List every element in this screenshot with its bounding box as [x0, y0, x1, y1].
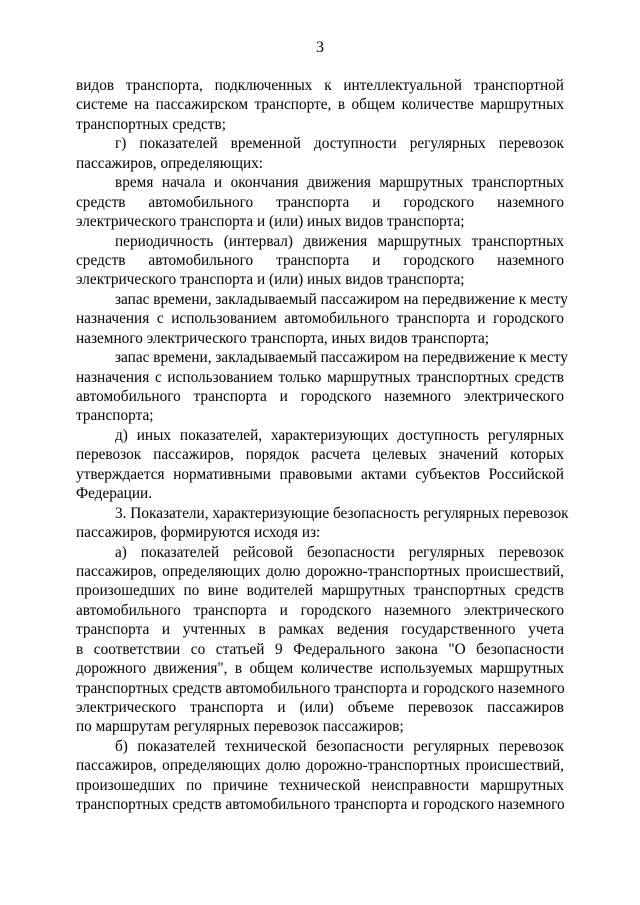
text-line: в соответствии со статьей 9 Федерального закона "О безопасности: [76, 640, 564, 658]
text-line: запас времени, закладываемый пассажиром на передвижение к месту: [115, 290, 568, 308]
text-line: назначения с использованием только маршрутных транспортных средств: [76, 368, 564, 386]
text-line: системе на пассажирском транспорте, в общем количестве маршрутных: [76, 96, 564, 114]
text-line: назначения с использованием автомобильного транспорта и городского: [76, 310, 564, 328]
text-line: транспортных средств;: [76, 115, 226, 133]
text-line: пассажиров, определяющих:: [76, 154, 264, 172]
document-body: [76, 76, 569, 815]
text-line: средств автомобильного транспорта и городского наземного: [76, 193, 564, 211]
text-line: электрического транспорта и (или) иных видов транспорта;: [76, 271, 465, 289]
text-line: перевозок пассажиров, порядок расчета целевых значений которых: [76, 446, 564, 464]
text-line: время начала и окончания движения маршрутных транспортных: [115, 174, 564, 192]
text-line: наземного электрического транспорта, иных видов транспорта;: [76, 329, 490, 347]
text-line: запас времени, закладываемый пассажиром на передвижение к месту: [115, 349, 568, 367]
text-line: пассажиров, определяющих долю дорожно-транспортных происшествий,: [76, 757, 564, 775]
text-line: транспорта и учтенных в рамках ведения государственного учета: [76, 621, 564, 639]
text-line: автомобильного транспорта и городского наземного электрического: [76, 601, 564, 619]
text-line: электрического транспорта и (или) иных видов транспорта;: [76, 213, 465, 231]
page-number: 3: [316, 39, 324, 56]
text-line: б) показателей технической безопасности регулярных перевозок: [115, 737, 564, 755]
text-line: автомобильного транспорта и городского наземного электрического: [76, 388, 564, 405]
text-line: Федерации.: [76, 485, 153, 503]
text-line: периодичность (интервал) движения маршрутных транспортных: [115, 232, 564, 250]
text-line: по маршрутам регулярных перевозок пассажиров;: [76, 718, 404, 736]
text-line: произошедших по вине водителей маршрутных транспортных средств: [76, 582, 564, 600]
text-line: пассажиров, определяющих долю дорожно-транспортных происшествий,: [76, 562, 564, 580]
text-line: утверждается нормативными правовыми актами субъектов Российской: [76, 465, 564, 483]
text-line: транспортных средств автомобильного транспорта и городского наземного: [76, 796, 565, 814]
text-line: средств автомобильного транспорта и городского наземного: [76, 251, 564, 269]
text-line: дорожного движения", в общем количестве используемых маршрутных: [76, 660, 564, 678]
text-line: транспорта;: [76, 407, 154, 425]
text-line: а) показателей рейсовой безопасности регулярных перевозок: [115, 543, 564, 561]
text-line: пассажиров, формируются исходя из:: [76, 524, 321, 542]
text-line: транспортных средств автомобильного транспорта и городского наземного: [76, 679, 565, 697]
text-line: г) показателей временной доступности регулярных перевозок: [115, 135, 564, 153]
text-line: видов транспорта, подключенных к интеллектуальной транспортной: [76, 77, 564, 94]
text-line: д) иных показателей, характеризующих доступность регулярных: [115, 426, 564, 444]
text-line: электрического транспорта и (или) объеме перевозок пассажиров: [76, 699, 564, 716]
text-line: 3. Показатели, характеризующие безопасность регулярных перевозок: [115, 504, 569, 522]
text-line: произошедших по причине технической неисправности маршрутных: [76, 776, 564, 794]
